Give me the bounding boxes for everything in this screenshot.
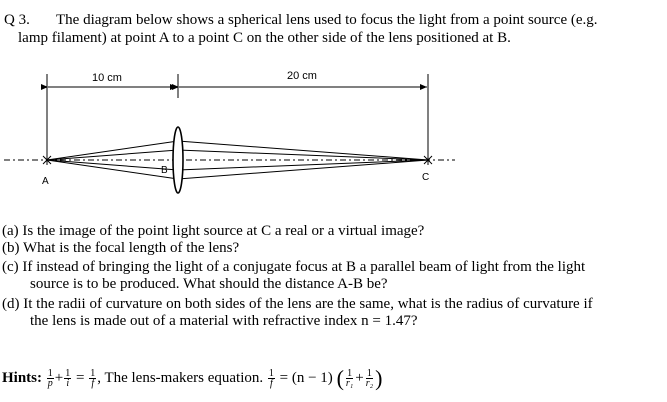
question-number: Q 3. xyxy=(4,12,30,28)
part-a: (a) Is the image of the point light source at C a real or a virtual image? xyxy=(2,223,425,239)
part-b: (b) What is the focal length of the lens? xyxy=(2,240,240,256)
lens-icon xyxy=(173,127,183,193)
point-label-c: C xyxy=(422,172,430,183)
fraction-one-over-f: $\frac{1}{f}$ xyxy=(90,368,96,390)
fraction-one-over-p: $\frac{1}{p}$ xyxy=(47,368,53,390)
fraction-one-over-f-2: $\frac{1}{f}$ xyxy=(268,368,274,390)
part-d-line-1: (d) It the radii of curvature on both sides of the lens are the same, what is the radius of curvature if xyxy=(2,296,593,312)
n-minus-one-term: = (n − 1) xyxy=(279,370,333,386)
point-label-b: B xyxy=(161,165,168,176)
hints-line: Hints: $\frac{1}{p}$ + $\frac{1}{i}$ = $\frac{1}{f}$ , The lens-makers equation. $\frac{1}{f}$ = (n − 1) ( $\frac{1}{\text{r₁}}$ + $\frac{1}{\text{r₂}}$ ) xyxy=(2,365,383,391)
fraction-one-over-r1: $\frac{1}{\text{r₁}}$ xyxy=(345,368,354,390)
point-label-a: A xyxy=(42,176,49,187)
part-c-line-2: source is to be produced. What should the distance A-B be? xyxy=(30,276,388,292)
lens-makers-text: The lens-makers equation. xyxy=(104,370,264,386)
fraction-one-over-r2: $\frac{1}{\text{r₂}}$ xyxy=(365,368,374,390)
hints-label: Hints: xyxy=(2,370,43,386)
dimension-label-left: 10 cm xyxy=(92,72,122,84)
question-text-line-1: The diagram below shows a spherical lens used to focus the light from a point source (e.g. xyxy=(56,12,598,28)
part-c-line-1: (c) If instead of bringing the light of a conjugate focus at B a parallel beam of light from the light xyxy=(2,259,586,275)
part-d-line-2: the lens is made out of a material with refractive index n = 1.47? xyxy=(30,313,418,329)
question-text-line-2: lamp filament) at point A to a point C on the other side of the lens positioned at B. xyxy=(18,30,511,46)
dimension-label-right: 20 cm xyxy=(287,70,317,82)
fraction-one-over-i: $\frac{1}{i}$ xyxy=(65,368,71,390)
